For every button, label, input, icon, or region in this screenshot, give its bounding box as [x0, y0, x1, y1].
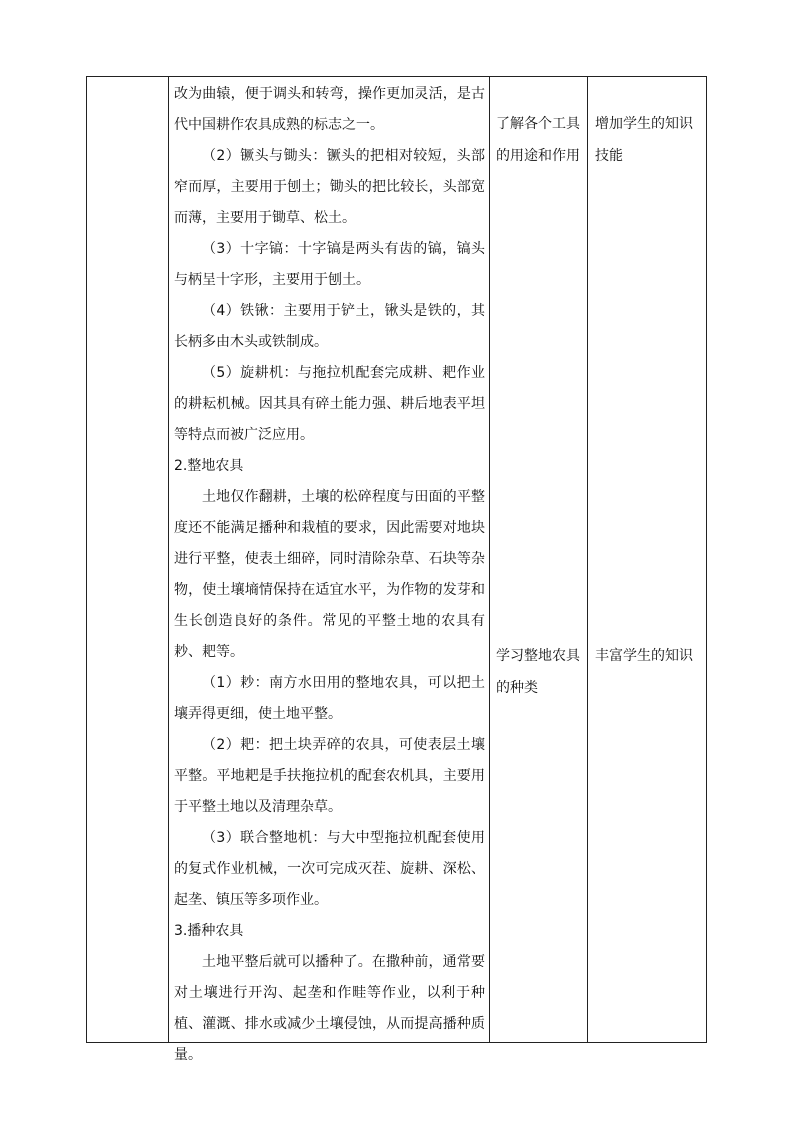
paragraph-pickaxe-hoe: （2）镢头与锄头：镢头的把相对较短，头部窄而厚，主要用于刨土；锄头的把比较长，头部宽而薄，主要用于锄草、松土。 [174, 148, 485, 226]
student-activity-column [490, 77, 588, 1042]
paragraph-rotary-tiller: （5）旋耕机：与拖拉机配套完成耕、耙作业的耕耘机械。因其具有碎土能力强、耕后地表平坦等特点而被广泛应用。 [174, 365, 485, 443]
purpose-knowledge-skills: 增加学生的知识技能 [595, 116, 693, 164]
design-purpose-column [588, 77, 706, 1042]
paragraph-curved-shaft: 改为曲辕，便于调头和转弯，操作更加灵活，是古代中国耕作农具成熟的标志之一。 [174, 86, 485, 133]
paragraph-sowing: 土地平整后就可以播种了。在撒种前，通常要对土壤进行开沟、起垄和作畦等作业，以利于种植、灌溉、排水或减少土壤侵蚀，从而提高播种质量。 [174, 954, 485, 1063]
heading-land-preparation-tools: 2.整地农具 [174, 458, 244, 474]
activity-land-preparation-types: 学习整地农具的种类 [496, 648, 580, 696]
lesson-plan-table [86, 76, 707, 1063]
paragraph-harrow: （2）耙：把土块弄碎的农具，可使表层土壤平整。平地耙是手扶拖拉机的配套农机具，主要用于平整土地以及清理杂草。 [174, 737, 485, 815]
empty-column [87, 77, 169, 1042]
paragraph-cross-pick: （3）十字镐：十字镐是两头有齿的镐，镐头与柄呈十字形，主要用于刨土。 [174, 241, 485, 288]
paragraph-land-preparation: 土地仅作翻耕，土壤的松碎程度与田面的平整度还不能满足播种和栽植的要求，因此需要对地块进行平整，使表土细碎，同时清除杂草、石块等杂物，使土壤墒情保持在适宜水平，为作物的发芽和生长创造良好的条件。常见的平整土地的农具有耖、耙等。 [174, 489, 485, 660]
paragraph-combined-land-machine: （3）联合整地机：与大中型拖拉机配套使用的复式作业机械，一次可完成灭茬、旋耕、深松、起垄、镇压等多项作业。 [174, 830, 485, 908]
paragraph-chao: （1）耖：南方水田用的整地农具，可以把土壤弄得更细，使土地平整。 [174, 675, 485, 722]
activity-tool-uses: 了解各个工具的用途和作用 [496, 116, 580, 164]
purpose-enrich-knowledge: 丰富学生的知识 [595, 648, 693, 664]
heading-sowing-tools: 3.播种农具 [174, 923, 244, 939]
paragraph-shovel: （4）铁锹：主要用于铲土，锹头是铁的，其长柄多由木头或铁制成。 [174, 303, 485, 350]
teaching-content-column [169, 77, 490, 1063]
teaching-content-body [174, 77, 485, 1071]
